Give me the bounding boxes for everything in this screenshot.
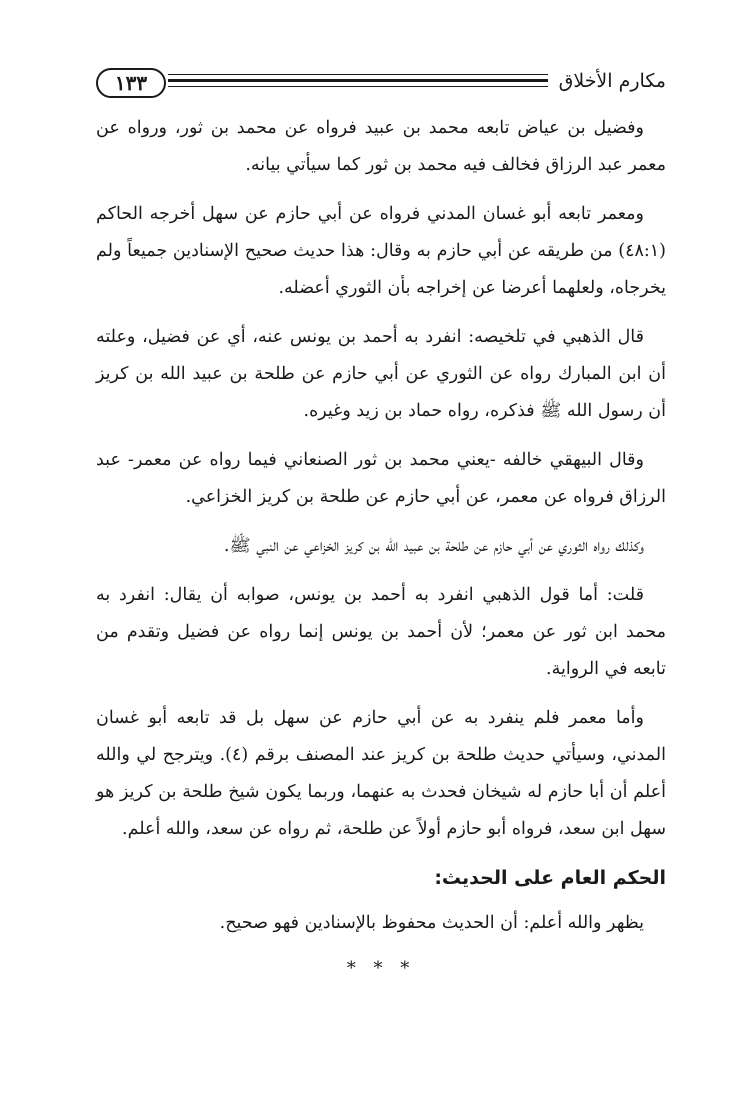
paragraph: وفضيل بن عياض تابعه محمد بن عبيد فرواه عن محمد بن ثور، ورواه عن معمر عبد الرزاق فخالف فيه محمد بن ثور كما سيأتي بيانه. [96,118,666,175]
page-number-badge [96,68,166,98]
paragraph: قلت: أما قول الذهبي انفرد به أحمد بن يونس، صوابه أن يقال: انفرد به محمد ابن ثور عن معمر؛ لأن أحمد بن يونس إنما رواه عن فضيل وتقدم من تابعه في الرواية. [96,585,666,679]
header-rule-thin-top [168,74,548,75]
paragraph: ومعمر تابعه أبو غسان المدني فرواه عن أبي حازم عن سهل أخرجه الحاكم (٤٨:١) من طريقه عن أبي حازم به وقال: هذا حديث صحيح الإسنادين جميعاً ولم يخرجاه، ولعلهما أعرضا عن إخراجه بأن الثوري أعضله. [96,204,666,298]
end-ornament: * * * [346,958,416,979]
paragraph: وقال البيهقي خالفه -يعني محمد بن ثور الصنعاني فيما رواه عن معمر- عبد الرزاق فرواه عن معمر، عن أبي حازم عن طلحة بن كريز الخزاعي. [96,450,666,507]
section-conclusion: يظهر والله أعلم: أن الحديث محفوظ بالإسنادين فهو صحيح. [219,913,644,933]
header-rule-thin-bottom [168,86,548,87]
paragraph: قال الذهبي في تلخيصه: انفرد به أحمد بن يونس عنه، أي عن فضيل، وعلته أن ابن المبارك رواه عن الثوري عن أبي حازم عن طلحة بن عبيد الله بن كريز أن رسول الله ﷺ فذكره، رواه حماد بن زيد وغيره. [96,327,666,421]
paragraph: وأما معمر فلم ينفرد به عن أبي حازم عن سهل بل قد تابعه أبو غسان المدني، وسيأتي حديث طلحة بن كريز عند المصنف برقم (٤). ويترجح لي والله أعلم أن أبا حازم له شيخان فحدث به عنهما، وربما يكون شيخ طلحة بن كريز هو سهل ابن سعد، فرواه أبو حازم أولاً عن طلحة، ثم رواه عن سعد، والله أعلم. [96,708,666,839]
page-body [96,110,666,987]
page-number: ١٣٣ [114,71,148,95]
running-title: مكارم الأخلاق [558,70,666,92]
page-header [96,62,666,102]
paragraph: وكذلك رواه الثوري عن أبي حازم عن طلحة بن عبيد الله بن كريز الخزاعي عن النبي ﷺ. [223,536,644,556]
header-rule-thick [168,79,548,82]
section-heading: الحكم العام على الحديث: [434,867,666,889]
